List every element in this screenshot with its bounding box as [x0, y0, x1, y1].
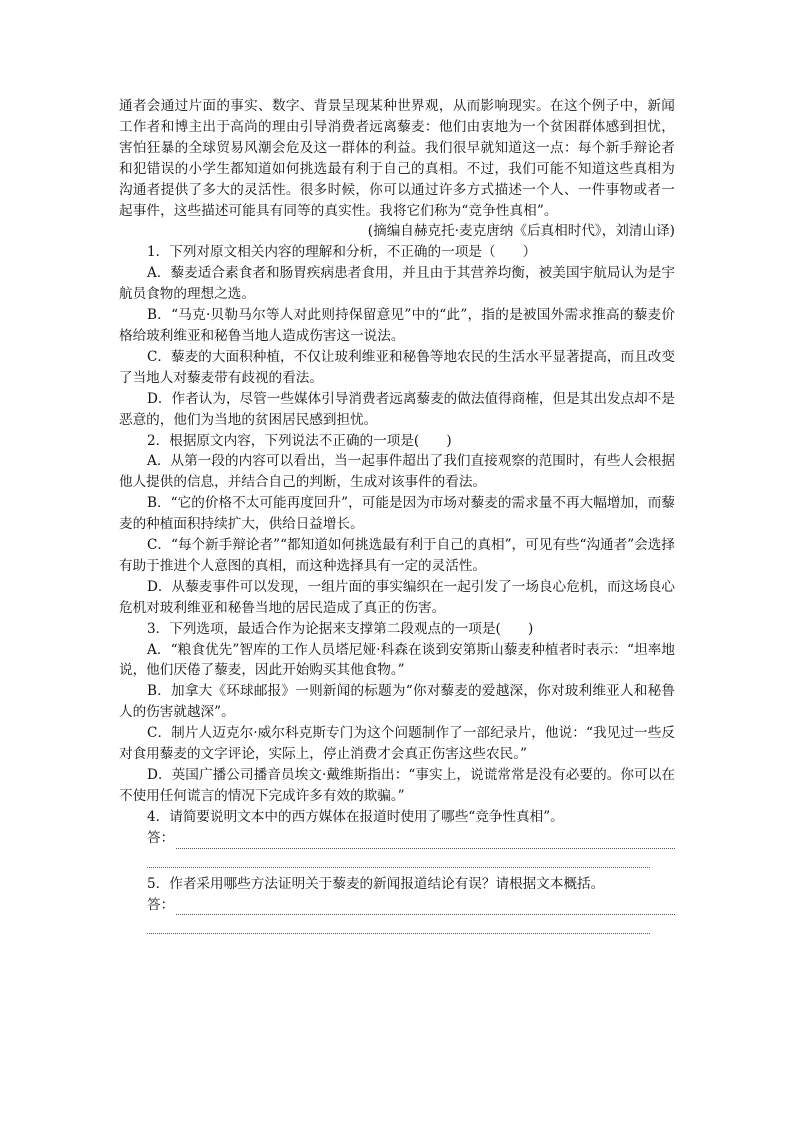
question-3-option-a: A．“粮食优先”智库的工作人员塔尼娅·科森在谈到安第斯山藜麦种植者时表示：“坦率地说，他们厌倦了藜麦，因此开始购买其他食物。” — [119, 641, 675, 679]
question-2-option-d: D．从藜麦事件可以发现，一组片面的事实编织在一起引发了一场良心危机，而这场良心危机对玻利维亚和秘鲁当地的居民造成了真正的伤害。 — [119, 578, 675, 616]
question-5-answer-field[interactable] — [147, 895, 675, 916]
question-3-option-d: D．英国广播公司播音员埃文·戴维斯指出：“事实上，说谎常常是没有必要的。你可以在不使用任何谎言的情况下完成许多有效的欺骗。” — [119, 767, 675, 804]
passage-source: (摘编自赫克托·麦克唐纳《后真相时代》，刘清山译) — [367, 223, 675, 240]
answer-label: 答： — [147, 896, 175, 913]
question-2-option-b: B．“它的价格不太可能再度回升”，可能是因为市场对藜麦的需求量不再大幅增加，而藜麦的种植面积持续扩大，供给日益增长。 — [119, 495, 675, 533]
answer-line — [176, 901, 675, 915]
question-1-stem: 1．下列对原文相关内容的理解和分析，不正确的一项是（ ） — [147, 244, 537, 261]
answer-line[interactable] — [147, 851, 650, 868]
question-1-option-b: B．“马克·贝勒马尔等人对此则持保留意见”中的“此”，指的是被国外需求推高的藜麦价格给玻利维亚和秘鲁当地人造成伤害这一说法。 — [119, 307, 675, 344]
question-1-option-a: A．藜麦适合素食者和肠胃疾病患者食用，并且由于其营养均衡，被美国宇航局认为是宇航员食物的理想之选。 — [119, 265, 675, 303]
question-3-option-b: B．加拿大《环球邮报》一则新闻的标题为“你对藜麦的爱越深，你对玻利维亚人和秘鲁人的伤害就越深”。 — [119, 683, 675, 721]
question-3-option-c: C．制片人迈克尔·威尔科克斯专门为这个问题制作了一部纪录片，他说：“我见过一些反对食用藜麦的文字评论，实际上，停止消费才会真正伤害这些农民。” — [119, 725, 675, 763]
question-2-stem: 2．根据原文内容，下列说法不正确的一项是( ) — [147, 432, 452, 449]
question-2-option-c: C．“每个新手辩论者”“都知道如何挑选最有利于自己的真相”，可见有些“沟通者”会选择有助于推进个人意图的真相，而这种选择具有一定的灵活性。 — [119, 537, 675, 574]
question-1-option-d: D．作者认为，尽管一些媒体引导消费者远离藜麦的做法值得商榷，但是其出发点却不是恶意的，他们为当地的贫困居民感到担忧。 — [119, 390, 675, 428]
question-4-stem: 4．请简要说明文本中的西方媒体在报道时使用了哪些“竞争性真相”。 — [147, 808, 564, 825]
answer-line — [176, 835, 675, 849]
question-1-option-c: C．藜麦的大面积种植，不仅让玻利维亚和秘鲁等地农民的生活水平显著提高，而且改变了当地人对藜麦带有歧视的看法。 — [119, 348, 675, 386]
question-3-stem: 3．下列选项，最适合作为论据来支撑第二段观点的一项是( ) — [147, 620, 534, 637]
question-4-answer-field[interactable] — [147, 828, 675, 849]
answer-line[interactable] — [147, 917, 650, 934]
answer-label: 答： — [147, 829, 175, 846]
passage-paragraph: 通者会通过片面的事实、数字、背景呈现某种世界观，从而影响现实。在这个例子中，新闻工作者和博主出于高尚的理由引导消费者远离藜麦：他们由衷地为一个贫困群体感到担忧，害怕狂暴的全球贸易风潮会危及这一群体的利益。我们很早就知道这一点：每个新手辩论者和犯错误的小学生都知道如何挑选最有利于自己的真相。不过，我们可能不知道这些真相为沟通者提供了多大的灵活性。很多时候，你可以通过许多方式描述一个人、一件事物或者一起事件，这些描述可能具有同等的真实性。我将它们称为“竞争性真相”。 — [119, 98, 675, 219]
question-5-stem: 5．作者采用哪些方法证明关于藜麦的新闻报道结论有误？请根据文本概括。 — [147, 875, 605, 892]
document-page — [119, 96, 675, 934]
question-2-option-a: A．从第一段的内容可以看出，当一起事件超出了我们直接观察的范围时，有些人会根据他人提供的信息，并结合自己的判断，生成对该事件的看法。 — [119, 453, 675, 491]
